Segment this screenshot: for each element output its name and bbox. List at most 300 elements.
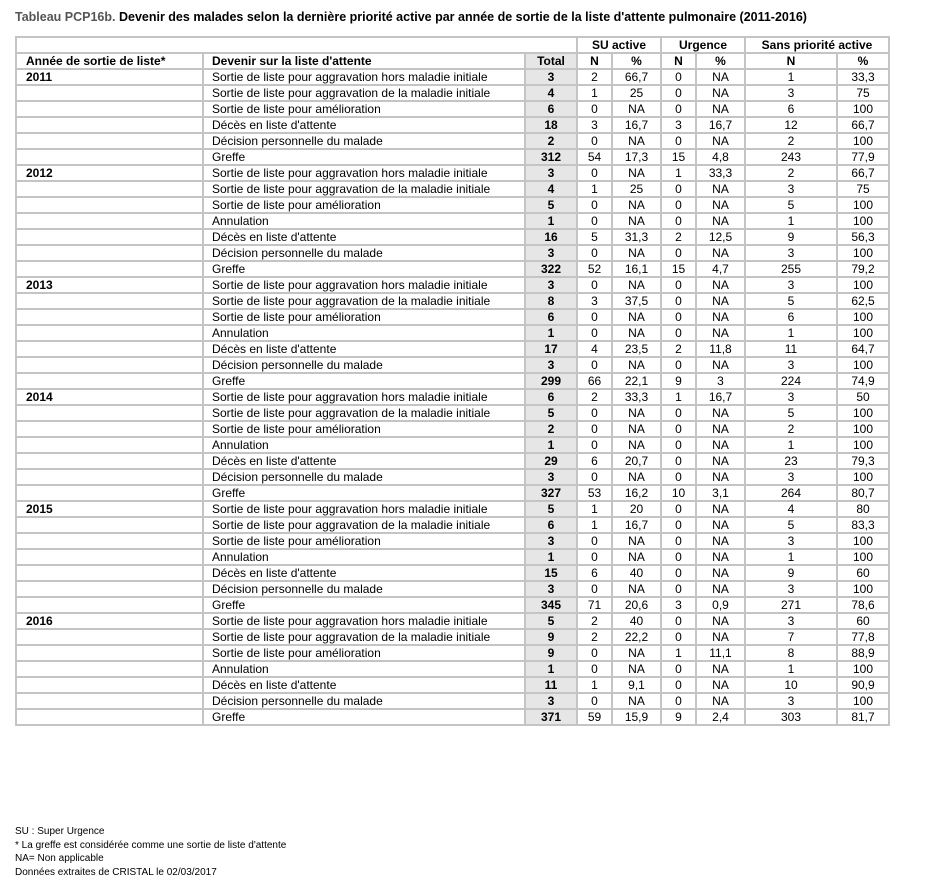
total-cell: 3 xyxy=(525,277,577,293)
table-row xyxy=(16,629,889,645)
su-n-cell: 0 xyxy=(577,325,612,341)
urg-n-cell: 2 xyxy=(661,229,696,245)
urg-pct-cell: NA xyxy=(696,501,745,517)
sans-pct-cell: 79,3 xyxy=(837,453,889,469)
urg-pct-cell: NA xyxy=(696,85,745,101)
total-cell: 29 xyxy=(525,453,577,469)
outcome-cell: Décision personnelle du malade xyxy=(203,357,525,373)
urg-pct-cell: NA xyxy=(696,533,745,549)
year-cell-empty xyxy=(16,629,203,645)
urg-pct-cell: NA xyxy=(696,245,745,261)
sans-n-cell: 1 xyxy=(745,325,837,341)
year-cell-empty xyxy=(16,469,203,485)
sans-pct-cell: 100 xyxy=(837,581,889,597)
table-body xyxy=(16,69,889,725)
urg-n-cell: 0 xyxy=(661,565,696,581)
su-pct-cell: NA xyxy=(612,309,661,325)
su-n-cell: 0 xyxy=(577,469,612,485)
sans-n-cell: 6 xyxy=(745,101,837,117)
urg-n-cell: 0 xyxy=(661,421,696,437)
outcome-cell: Annulation xyxy=(203,661,525,677)
sans-pct-cell: 100 xyxy=(837,197,889,213)
year-cell-empty xyxy=(16,101,203,117)
table-title-text: Devenir des malades selon la dernière priorité active par année de sortie de la liste d'attente pulmonaire (2011-2016) xyxy=(115,10,807,24)
urg-n-cell: 0 xyxy=(661,581,696,597)
year-cell-empty xyxy=(16,213,203,229)
urg-n-cell: 2 xyxy=(661,341,696,357)
footnote-su: SU : Super Urgence xyxy=(15,826,105,837)
sans-n-cell: 3 xyxy=(745,389,837,405)
sans-n-cell: 5 xyxy=(745,197,837,213)
su-n-cell: 53 xyxy=(577,485,612,501)
urg-n-cell: 0 xyxy=(661,277,696,293)
sans-n-cell: 3 xyxy=(745,469,837,485)
column-header-urg-n: N xyxy=(661,53,696,69)
year-cell-empty xyxy=(16,357,203,373)
table-row xyxy=(16,597,889,613)
outcome-cell: Sortie de liste pour aggravation hors maladie initiale xyxy=(203,613,525,629)
urg-pct-cell: 11,1 xyxy=(696,645,745,661)
table-row xyxy=(16,261,889,277)
total-cell: 6 xyxy=(525,101,577,117)
table-row xyxy=(16,85,889,101)
urg-n-cell: 0 xyxy=(661,629,696,645)
su-n-cell: 2 xyxy=(577,629,612,645)
sans-n-cell: 303 xyxy=(745,709,837,725)
year-cell: 2012 xyxy=(16,165,203,181)
sans-n-cell: 6 xyxy=(745,309,837,325)
outcome-cell: Décès en liste d'attente xyxy=(203,677,525,693)
sans-pct-cell: 75 xyxy=(837,85,889,101)
su-n-cell: 66 xyxy=(577,373,612,389)
su-n-cell: 0 xyxy=(577,661,612,677)
table-row xyxy=(16,437,889,453)
su-pct-cell: 17,3 xyxy=(612,149,661,165)
total-cell: 15 xyxy=(525,565,577,581)
su-n-cell: 0 xyxy=(577,581,612,597)
sans-pct-cell: 100 xyxy=(837,309,889,325)
table-row xyxy=(16,453,889,469)
sans-n-cell: 3 xyxy=(745,85,837,101)
urg-n-cell: 0 xyxy=(661,469,696,485)
su-pct-cell: NA xyxy=(612,661,661,677)
column-header-su-n: N xyxy=(577,53,612,69)
group-header-sans-priorite: Sans priorité active xyxy=(745,37,889,53)
outcome-cell: Sortie de liste pour aggravation de la maladie initiale xyxy=(203,293,525,309)
sans-pct-cell: 80,7 xyxy=(837,485,889,501)
urg-pct-cell: NA xyxy=(696,309,745,325)
outcome-table xyxy=(15,36,890,726)
table-row xyxy=(16,165,889,181)
su-pct-cell: NA xyxy=(612,645,661,661)
outcome-cell: Greffe xyxy=(203,149,525,165)
year-cell-empty xyxy=(16,453,203,469)
su-n-cell: 5 xyxy=(577,229,612,245)
column-header-su-pct: % xyxy=(612,53,661,69)
urg-n-cell: 0 xyxy=(661,101,696,117)
urg-n-cell: 0 xyxy=(661,133,696,149)
table-row xyxy=(16,229,889,245)
table-row xyxy=(16,613,889,629)
table-row xyxy=(16,245,889,261)
total-cell: 3 xyxy=(525,357,577,373)
footnotes xyxy=(15,825,286,879)
urg-n-cell: 0 xyxy=(661,677,696,693)
total-cell: 9 xyxy=(525,629,577,645)
urg-n-cell: 1 xyxy=(661,165,696,181)
column-header-sans-n: N xyxy=(745,53,837,69)
year-cell-empty xyxy=(16,85,203,101)
urg-n-cell: 9 xyxy=(661,373,696,389)
year-cell-empty xyxy=(16,581,203,597)
su-n-cell: 2 xyxy=(577,389,612,405)
urg-n-cell: 0 xyxy=(661,325,696,341)
outcome-cell: Sortie de liste pour aggravation de la maladie initiale xyxy=(203,181,525,197)
su-pct-cell: NA xyxy=(612,581,661,597)
total-cell: 312 xyxy=(525,149,577,165)
urg-pct-cell: 4,7 xyxy=(696,261,745,277)
su-pct-cell: NA xyxy=(612,421,661,437)
su-pct-cell: NA xyxy=(612,533,661,549)
sans-pct-cell: 100 xyxy=(837,469,889,485)
sans-n-cell: 2 xyxy=(745,133,837,149)
su-n-cell: 0 xyxy=(577,213,612,229)
total-cell: 3 xyxy=(525,533,577,549)
total-cell: 327 xyxy=(525,485,577,501)
outcome-cell: Greffe xyxy=(203,485,525,501)
urg-pct-cell: NA xyxy=(696,677,745,693)
outcome-cell: Décision personnelle du malade xyxy=(203,693,525,709)
sans-pct-cell: 88,9 xyxy=(837,645,889,661)
outcome-cell: Sortie de liste pour amélioration xyxy=(203,421,525,437)
year-cell-empty xyxy=(16,341,203,357)
year-cell-empty xyxy=(16,693,203,709)
table-row xyxy=(16,517,889,533)
table-row xyxy=(16,133,889,149)
sans-n-cell: 255 xyxy=(745,261,837,277)
su-pct-cell: NA xyxy=(612,277,661,293)
urg-pct-cell: 33,3 xyxy=(696,165,745,181)
sans-pct-cell: 50 xyxy=(837,389,889,405)
outcome-cell: Sortie de liste pour amélioration xyxy=(203,197,525,213)
outcome-cell: Décès en liste d'attente xyxy=(203,229,525,245)
outcome-cell: Sortie de liste pour aggravation de la maladie initiale xyxy=(203,629,525,645)
table-row xyxy=(16,533,889,549)
urg-n-cell: 3 xyxy=(661,117,696,133)
year-cell-empty xyxy=(16,325,203,341)
urg-pct-cell: NA xyxy=(696,613,745,629)
sans-n-cell: 5 xyxy=(745,405,837,421)
year-cell-empty xyxy=(16,245,203,261)
total-cell: 11 xyxy=(525,677,577,693)
urg-pct-cell: NA xyxy=(696,405,745,421)
outcome-cell: Décision personnelle du malade xyxy=(203,245,525,261)
table-row xyxy=(16,645,889,661)
table-row xyxy=(16,421,889,437)
total-cell: 3 xyxy=(525,693,577,709)
sans-n-cell: 1 xyxy=(745,213,837,229)
sans-n-cell: 3 xyxy=(745,581,837,597)
urg-n-cell: 0 xyxy=(661,357,696,373)
urg-pct-cell: NA xyxy=(696,181,745,197)
sans-pct-cell: 100 xyxy=(837,101,889,117)
footnote-greffe: * La greffe est considérée comme une sortie de liste d'attente xyxy=(15,839,287,851)
outcome-cell: Greffe xyxy=(203,709,525,725)
urg-pct-cell: NA xyxy=(696,293,745,309)
sans-n-cell: 11 xyxy=(745,341,837,357)
urg-pct-cell: NA xyxy=(696,437,745,453)
urg-pct-cell: NA xyxy=(696,197,745,213)
su-n-cell: 0 xyxy=(577,405,612,421)
year-cell-empty xyxy=(16,645,203,661)
su-pct-cell: NA xyxy=(612,325,661,341)
su-pct-cell: 25 xyxy=(612,181,661,197)
su-n-cell: 0 xyxy=(577,437,612,453)
outcome-cell: Annulation xyxy=(203,213,525,229)
outcome-cell: Greffe xyxy=(203,261,525,277)
su-pct-cell: 33,3 xyxy=(612,389,661,405)
table-row xyxy=(16,389,889,405)
sans-pct-cell: 83,3 xyxy=(837,517,889,533)
su-pct-cell: NA xyxy=(612,693,661,709)
year-cell: 2013 xyxy=(16,277,203,293)
urg-n-cell: 1 xyxy=(661,389,696,405)
sans-n-cell: 1 xyxy=(745,661,837,677)
sans-n-cell: 3 xyxy=(745,613,837,629)
outcome-cell: Sortie de liste pour aggravation hors maladie initiale xyxy=(203,277,525,293)
urg-pct-cell: NA xyxy=(696,325,745,341)
su-pct-cell: NA xyxy=(612,245,661,261)
urg-n-cell: 0 xyxy=(661,181,696,197)
sans-n-cell: 3 xyxy=(745,693,837,709)
total-cell: 6 xyxy=(525,389,577,405)
su-pct-cell: 31,3 xyxy=(612,229,661,245)
sans-n-cell: 10 xyxy=(745,677,837,693)
sans-pct-cell: 77,8 xyxy=(837,629,889,645)
urg-pct-cell: 0,9 xyxy=(696,597,745,613)
su-pct-cell: 20 xyxy=(612,501,661,517)
sans-pct-cell: 60 xyxy=(837,613,889,629)
urg-n-cell: 15 xyxy=(661,149,696,165)
year-cell-empty xyxy=(16,149,203,165)
su-n-cell: 0 xyxy=(577,245,612,261)
su-pct-cell: NA xyxy=(612,405,661,421)
urg-pct-cell: NA xyxy=(696,661,745,677)
urg-n-cell: 0 xyxy=(661,613,696,629)
sans-n-cell: 7 xyxy=(745,629,837,645)
sans-pct-cell: 100 xyxy=(837,245,889,261)
su-n-cell: 1 xyxy=(577,181,612,197)
sans-pct-cell: 60 xyxy=(837,565,889,581)
total-cell: 3 xyxy=(525,165,577,181)
sans-pct-cell: 33,3 xyxy=(837,69,889,85)
su-pct-cell: 20,6 xyxy=(612,597,661,613)
year-cell-empty xyxy=(16,709,203,725)
urg-pct-cell: 16,7 xyxy=(696,389,745,405)
year-cell: 2016 xyxy=(16,613,203,629)
group-header-blank xyxy=(16,37,577,53)
table-row xyxy=(16,325,889,341)
sans-n-cell: 23 xyxy=(745,453,837,469)
sans-pct-cell: 74,9 xyxy=(837,373,889,389)
su-pct-cell: NA xyxy=(612,133,661,149)
outcome-cell: Décès en liste d'attente xyxy=(203,341,525,357)
sans-n-cell: 2 xyxy=(745,165,837,181)
total-cell: 18 xyxy=(525,117,577,133)
year-cell-empty xyxy=(16,309,203,325)
sans-n-cell: 243 xyxy=(745,149,837,165)
sans-pct-cell: 90,9 xyxy=(837,677,889,693)
su-n-cell: 0 xyxy=(577,165,612,181)
year-cell-empty xyxy=(16,229,203,245)
table-row xyxy=(16,149,889,165)
total-cell: 9 xyxy=(525,645,577,661)
sans-n-cell: 9 xyxy=(745,565,837,581)
table-row xyxy=(16,69,889,85)
sans-n-cell: 9 xyxy=(745,229,837,245)
year-cell: 2014 xyxy=(16,389,203,405)
total-cell: 322 xyxy=(525,261,577,277)
su-pct-cell: 16,2 xyxy=(612,485,661,501)
urg-n-cell: 0 xyxy=(661,245,696,261)
su-n-cell: 4 xyxy=(577,341,612,357)
total-cell: 4 xyxy=(525,181,577,197)
group-header-urgence: Urgence xyxy=(661,37,745,53)
urg-pct-cell: 2,4 xyxy=(696,709,745,725)
sans-n-cell: 224 xyxy=(745,373,837,389)
footnote-source: Données extraites de CRISTAL le 02/03/2017 xyxy=(15,866,217,878)
su-n-cell: 0 xyxy=(577,533,612,549)
urg-pct-cell: NA xyxy=(696,581,745,597)
urg-n-cell: 9 xyxy=(661,709,696,725)
urg-pct-cell: NA xyxy=(696,277,745,293)
total-cell: 16 xyxy=(525,229,577,245)
column-header-outcome: Devenir sur la liste d'attente xyxy=(203,53,525,69)
total-cell: 3 xyxy=(525,69,577,85)
sans-n-cell: 3 xyxy=(745,181,837,197)
sans-pct-cell: 100 xyxy=(837,277,889,293)
urg-pct-cell: NA xyxy=(696,101,745,117)
outcome-cell: Décès en liste d'attente xyxy=(203,453,525,469)
outcome-cell: Sortie de liste pour aggravation de la maladie initiale xyxy=(203,405,525,421)
group-header-su-active: SU active xyxy=(577,37,661,53)
urg-pct-cell: 3 xyxy=(696,373,745,389)
year-cell-empty xyxy=(16,421,203,437)
total-cell: 1 xyxy=(525,213,577,229)
total-cell: 371 xyxy=(525,709,577,725)
urg-pct-cell: NA xyxy=(696,549,745,565)
total-cell: 345 xyxy=(525,597,577,613)
sans-n-cell: 271 xyxy=(745,597,837,613)
urg-n-cell: 0 xyxy=(661,661,696,677)
urg-n-cell: 3 xyxy=(661,597,696,613)
su-pct-cell: 25 xyxy=(612,85,661,101)
outcome-cell: Sortie de liste pour amélioration xyxy=(203,533,525,549)
sans-pct-cell: 80 xyxy=(837,501,889,517)
su-pct-cell: 22,2 xyxy=(612,629,661,645)
urg-n-cell: 0 xyxy=(661,453,696,469)
urg-pct-cell: NA xyxy=(696,213,745,229)
sans-pct-cell: 78,6 xyxy=(837,597,889,613)
total-cell: 2 xyxy=(525,133,577,149)
outcome-cell: Annulation xyxy=(203,437,525,453)
table-row xyxy=(16,405,889,421)
table-row xyxy=(16,485,889,501)
su-n-cell: 0 xyxy=(577,101,612,117)
sans-n-cell: 3 xyxy=(745,277,837,293)
outcome-cell: Sortie de liste pour amélioration xyxy=(203,309,525,325)
table-row xyxy=(16,565,889,581)
su-n-cell: 0 xyxy=(577,549,612,565)
total-cell: 299 xyxy=(525,373,577,389)
sans-pct-cell: 100 xyxy=(837,357,889,373)
table-row xyxy=(16,469,889,485)
su-n-cell: 6 xyxy=(577,453,612,469)
total-cell: 17 xyxy=(525,341,577,357)
su-pct-cell: 22,1 xyxy=(612,373,661,389)
urg-pct-cell: NA xyxy=(696,517,745,533)
su-n-cell: 52 xyxy=(577,261,612,277)
table-row xyxy=(16,549,889,565)
su-n-cell: 0 xyxy=(577,277,612,293)
su-pct-cell: 9,1 xyxy=(612,677,661,693)
sans-pct-cell: 100 xyxy=(837,661,889,677)
total-cell: 5 xyxy=(525,501,577,517)
sans-pct-cell: 81,7 xyxy=(837,709,889,725)
outcome-cell: Décision personnelle du malade xyxy=(203,581,525,597)
su-n-cell: 0 xyxy=(577,645,612,661)
su-n-cell: 0 xyxy=(577,421,612,437)
urg-n-cell: 10 xyxy=(661,485,696,501)
su-pct-cell: 40 xyxy=(612,613,661,629)
total-cell: 3 xyxy=(525,469,577,485)
sans-pct-cell: 100 xyxy=(837,213,889,229)
outcome-cell: Annulation xyxy=(203,325,525,341)
year-cell-empty xyxy=(16,261,203,277)
total-cell: 4 xyxy=(525,85,577,101)
year-cell-empty xyxy=(16,517,203,533)
su-n-cell: 0 xyxy=(577,133,612,149)
outcome-cell: Greffe xyxy=(203,373,525,389)
outcome-cell: Sortie de liste pour aggravation hors maladie initiale xyxy=(203,69,525,85)
sans-pct-cell: 75 xyxy=(837,181,889,197)
table-row xyxy=(16,101,889,117)
total-cell: 3 xyxy=(525,581,577,597)
outcome-cell: Décès en liste d'attente xyxy=(203,117,525,133)
urg-n-cell: 0 xyxy=(661,405,696,421)
year-cell-empty xyxy=(16,133,203,149)
sans-pct-cell: 100 xyxy=(837,693,889,709)
urg-pct-cell: NA xyxy=(696,565,745,581)
table-title xyxy=(15,10,807,24)
su-pct-cell: NA xyxy=(612,165,661,181)
su-n-cell: 1 xyxy=(577,501,612,517)
su-pct-cell: NA xyxy=(612,549,661,565)
table-row xyxy=(16,293,889,309)
table-row xyxy=(16,117,889,133)
year-cell-empty xyxy=(16,597,203,613)
total-cell: 5 xyxy=(525,613,577,629)
su-pct-cell: NA xyxy=(612,357,661,373)
su-pct-cell: 20,7 xyxy=(612,453,661,469)
table-row xyxy=(16,501,889,517)
column-header-sans-pct: % xyxy=(837,53,889,69)
year-cell-empty xyxy=(16,677,203,693)
table-row xyxy=(16,581,889,597)
total-cell: 6 xyxy=(525,309,577,325)
urg-pct-cell: NA xyxy=(696,421,745,437)
su-n-cell: 0 xyxy=(577,357,612,373)
